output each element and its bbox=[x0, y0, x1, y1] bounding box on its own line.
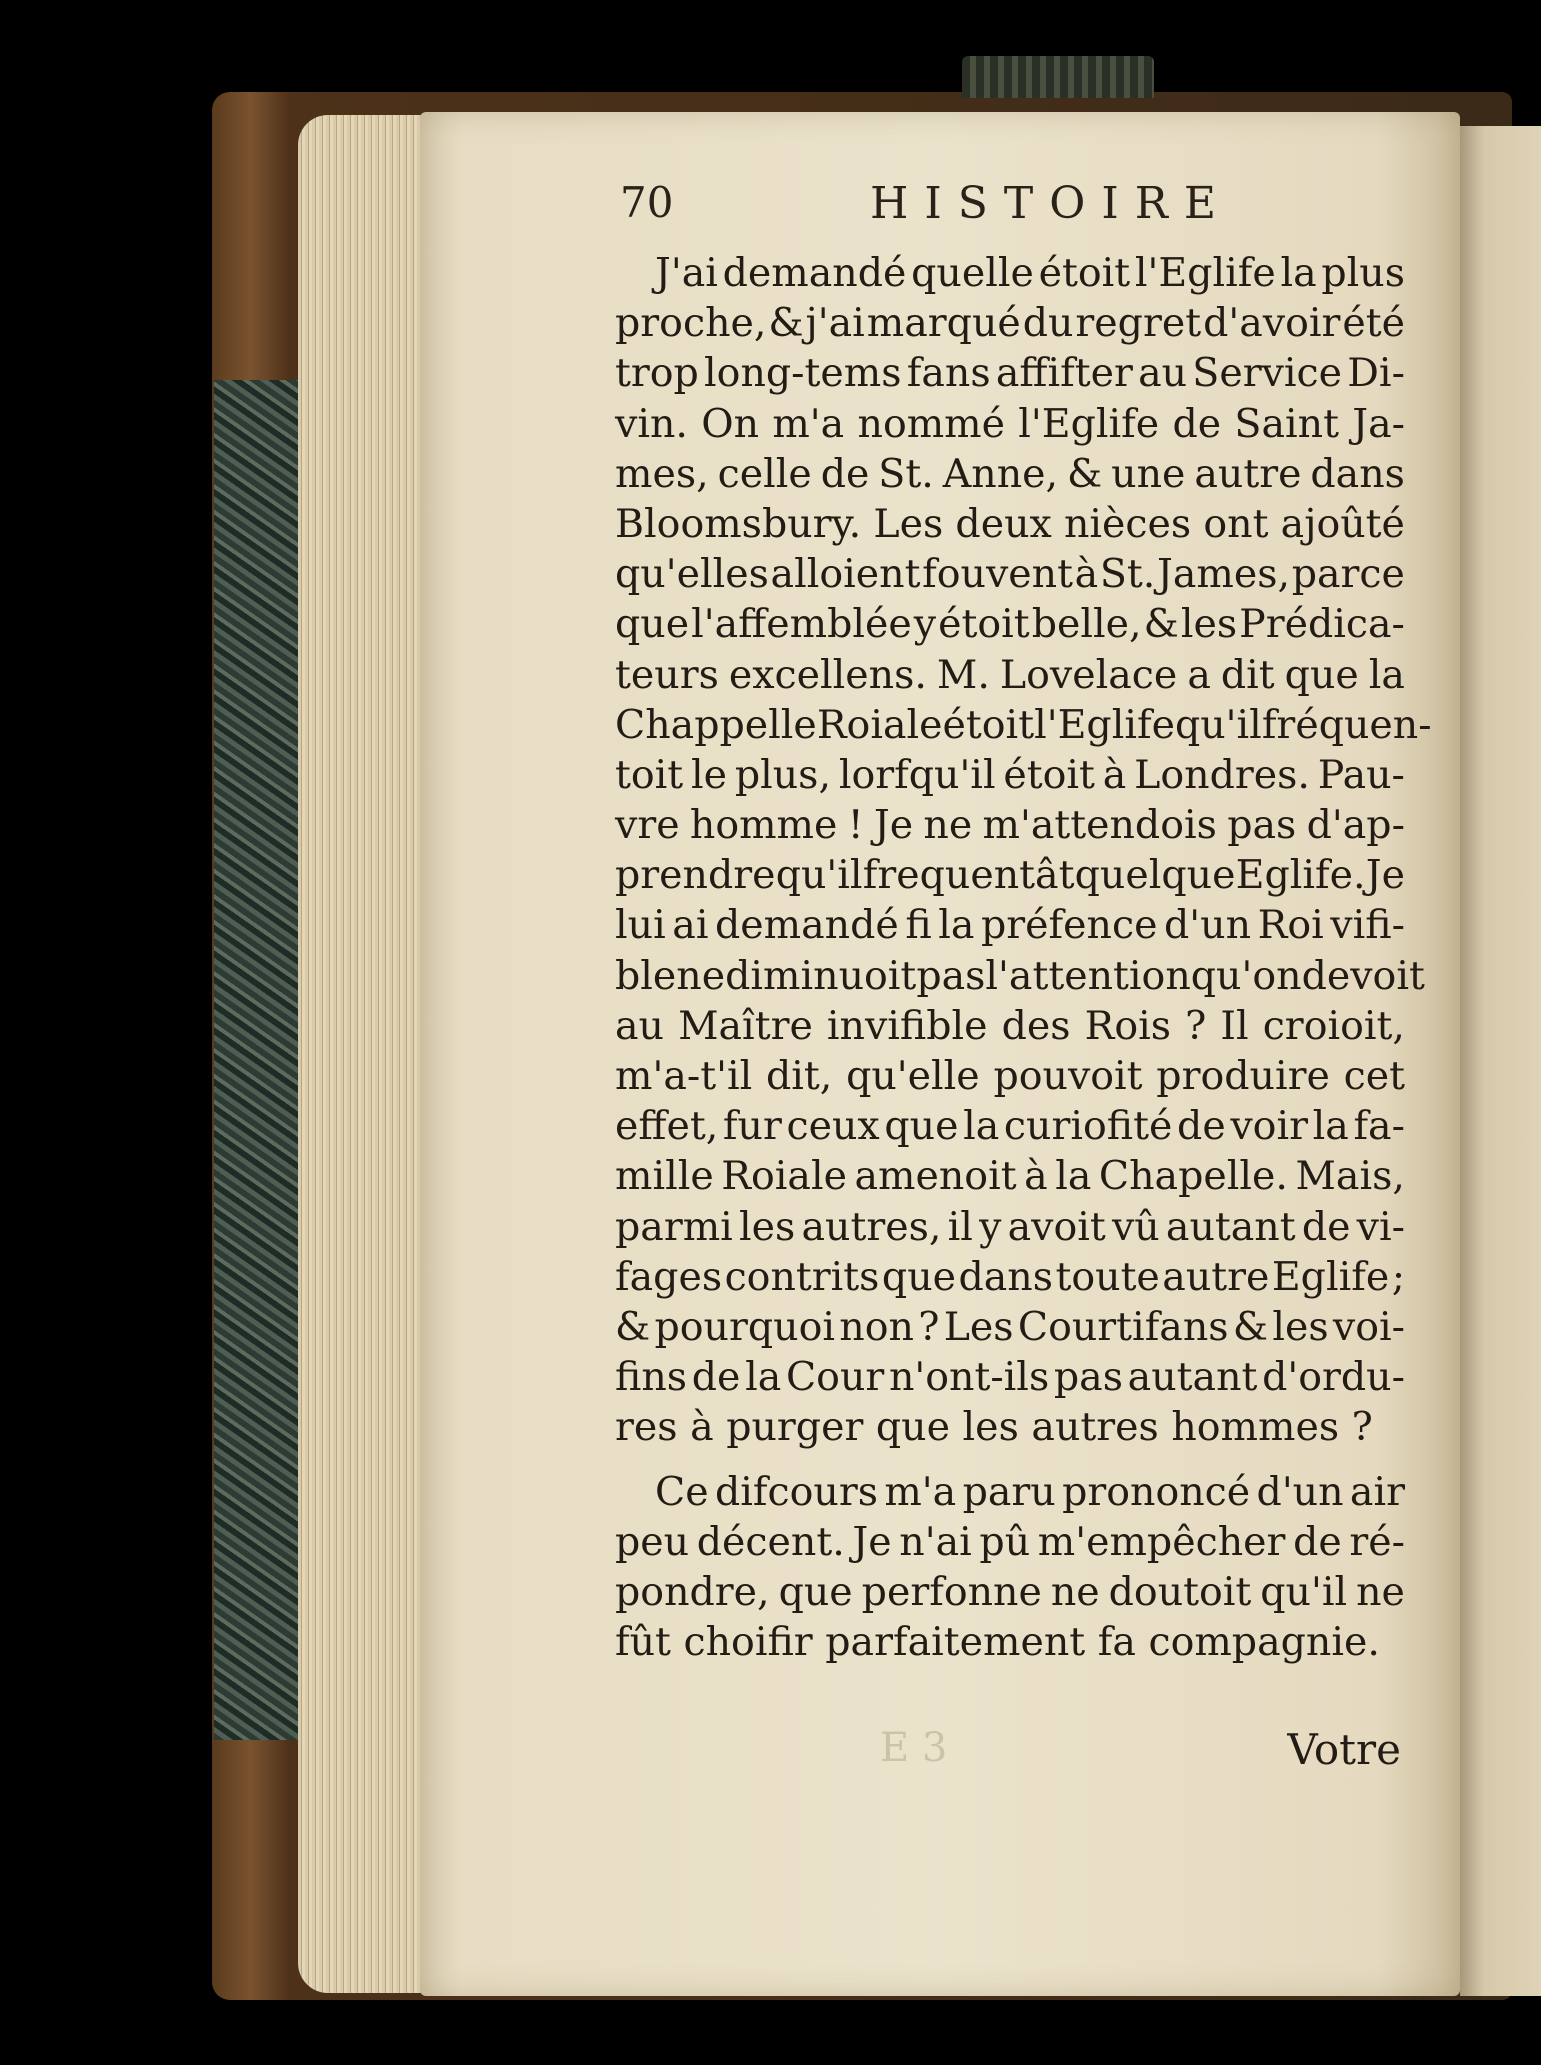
text-line: effet, fur ceux que la curiofité de voir la fa- bbox=[615, 1103, 1405, 1150]
text-line: pondre, que perfonne ne doutoit qu'il ne bbox=[615, 1568, 1405, 1615]
text-line: peu décent. Je n'ai pû m'empêcher de ré- bbox=[615, 1518, 1405, 1565]
text-line: proche, & j'ai marqué du regret d'avoir été bbox=[615, 300, 1405, 347]
text-line: vre homme ! Je ne m'attendois pas d'ap- bbox=[615, 802, 1405, 849]
text-line: Ce difcours m'a paru prononcé d'un air bbox=[655, 1468, 1405, 1515]
text-line: lui ai demandé fi la préfence d'un Roi vifi- bbox=[615, 902, 1405, 949]
text-line: vin. On m'a nommé l'Eglife de Saint Ja- bbox=[615, 400, 1405, 447]
text-line: que l'affemblée y étoit belle, & les Prédica- bbox=[615, 601, 1405, 648]
facing-page-edge bbox=[1460, 126, 1541, 1996]
marbled-board bbox=[214, 380, 304, 1740]
signature-mark: E 3 bbox=[880, 1725, 948, 1771]
text-line: qu'elles alloient fouvent à St. James, parce bbox=[615, 551, 1405, 598]
paragraph-1 bbox=[615, 248, 1432, 1453]
text-line: parmi les autres, il y avoit vû autant de vi- bbox=[615, 1203, 1405, 1250]
text-line: m'a-t'il dit, qu'elle pouvoit produire cet bbox=[615, 1053, 1405, 1099]
text-line: trop long-tems fans affifter au Service Di- bbox=[615, 350, 1405, 397]
text-line: & pourquoi non ? Les Courtifans & les voi- bbox=[615, 1303, 1405, 1350]
text-line: mille Roiale amenoit à la Chapelle. Mais, bbox=[615, 1153, 1405, 1200]
text-line: au Maître invifible des Rois ? Il croioit, bbox=[615, 1002, 1405, 1049]
text-line: prendre qu'il frequentât quelque Eglife. Je bbox=[615, 852, 1405, 899]
text-line: fages contrits que dans toute autre Eglife ; bbox=[615, 1253, 1405, 1300]
headband bbox=[962, 56, 1154, 98]
text-line: J'ai demandé quelle étoit l'Eglife la plus bbox=[655, 250, 1405, 296]
running-title: HISTOIRE bbox=[870, 178, 1232, 229]
text-line: Bloomsbury. Les deux nièces ont ajoûté bbox=[615, 500, 1405, 547]
text-line: toit le plus, lorfqu'il étoit à Londres. Pau- bbox=[615, 751, 1405, 798]
text-line: teurs excellens. M. Lovelace a dit que la bbox=[615, 651, 1405, 698]
text-line: fins de la Cour n'ont-ils pas autant d'ordu- bbox=[615, 1354, 1405, 1401]
page-number: 70 bbox=[620, 178, 674, 227]
page-edges bbox=[298, 115, 433, 1993]
text-block bbox=[615, 248, 1432, 1667]
text-line: res à purger que les autres hommes ? bbox=[615, 1404, 1373, 1451]
text-line: ble ne diminuoit pas l'attention qu'on devoit bbox=[615, 952, 1425, 999]
text-line: fût choifir parfaitement fa compagnie. bbox=[615, 1619, 1380, 1666]
text-line: Chappelle Roiale étoit l'Eglife qu'il fréquen- bbox=[615, 701, 1432, 748]
text-line: mes, celle de St. Anne, & une autre dans bbox=[615, 450, 1405, 497]
paragraph-2 bbox=[615, 1467, 1405, 1668]
catchword: Votre bbox=[1287, 1725, 1401, 1774]
